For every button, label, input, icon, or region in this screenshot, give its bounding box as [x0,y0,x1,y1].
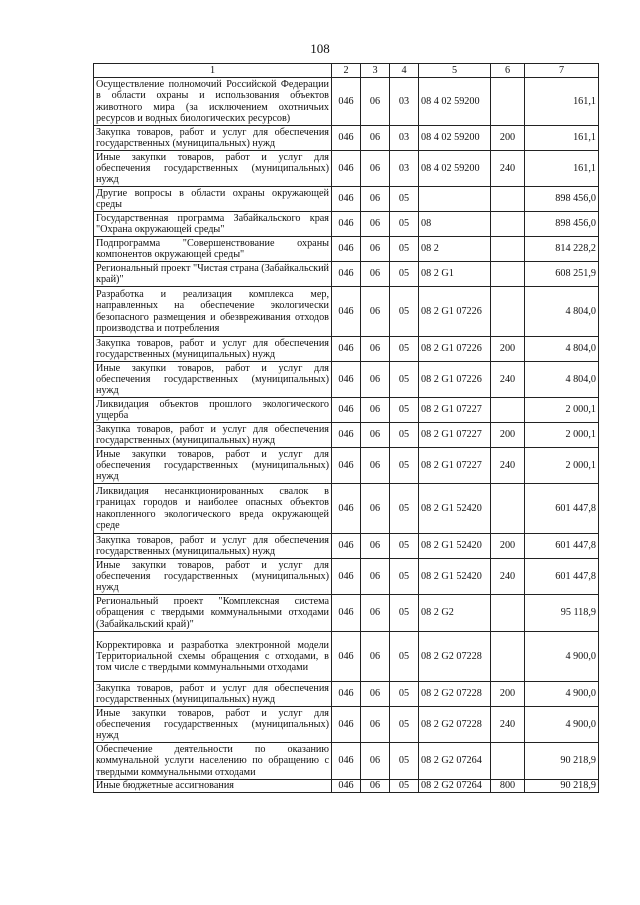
column-header-4: 4 [390,64,419,78]
row-description: Ликвидация несанкционированных свалок в границах городов и наиболее опасных объектов накопленного экологического вреда окружающей среде [94,484,332,534]
row-ministry-code: 046 [332,151,361,187]
table-row [94,78,599,126]
row-target-article: 08 2 G2 07264 [419,780,491,793]
row-ministry-code: 046 [332,287,361,337]
table-row [94,484,599,534]
row-target-article: 08 2 G1 07227 [419,398,491,423]
row-ministry-code: 046 [332,534,361,559]
table-row [94,707,599,743]
row-expense-type [491,632,525,682]
row-amount: 161,1 [525,126,599,151]
row-amount: 601 447,8 [525,484,599,534]
row-expense-type: 200 [491,682,525,707]
row-subsection-code: 05 [390,448,419,484]
row-amount: 4 900,0 [525,632,599,682]
row-section-code: 06 [361,212,390,237]
row-subsection-code: 05 [390,398,419,423]
row-target-article: 08 4 02 59200 [419,78,491,126]
row-subsection-code: 05 [390,362,419,398]
row-section-code: 06 [361,484,390,534]
column-header-2: 2 [332,64,361,78]
row-amount: 161,1 [525,78,599,126]
row-section-code: 06 [361,743,390,780]
row-target-article: 08 4 02 59200 [419,151,491,187]
row-target-article: 08 2 G1 [419,262,491,287]
row-section-code: 06 [361,78,390,126]
row-description: Иные закупки товаров, работ и услуг для обеспечения государственных (муниципальных) нужд [94,362,332,398]
row-amount: 814 228,2 [525,237,599,262]
row-description: Корректировка и разработка электронной модели Территориальной схемы обращения с отходами, в том числе с твердыми коммунальными отходами [94,632,332,682]
row-expense-type: 200 [491,126,525,151]
table-row [94,559,599,595]
row-subsection-code: 05 [390,337,419,362]
row-subsection-code: 05 [390,187,419,212]
row-subsection-code: 05 [390,287,419,337]
table-row [94,398,599,423]
row-target-article: 08 4 02 59200 [419,126,491,151]
row-section-code: 06 [361,423,390,448]
row-amount: 601 447,8 [525,534,599,559]
table-row [94,682,599,707]
row-ministry-code: 046 [332,337,361,362]
row-amount: 2 000,1 [525,448,599,484]
row-target-article: 08 2 G2 07264 [419,743,491,780]
row-description: Иные закупки товаров, работ и услуг для обеспечения государственных (муниципальных) нужд [94,448,332,484]
row-amount: 90 218,9 [525,780,599,793]
row-amount: 898 456,0 [525,187,599,212]
row-expense-type [491,78,525,126]
row-ministry-code: 046 [332,743,361,780]
row-description: Ликвидация объектов прошлого экологического ущерба [94,398,332,423]
row-ministry-code: 046 [332,595,361,632]
row-amount: 4 804,0 [525,287,599,337]
row-section-code: 06 [361,362,390,398]
table-header-row [94,64,599,78]
row-target-article: 08 2 G2 07228 [419,682,491,707]
row-target-article: 08 2 G1 52420 [419,484,491,534]
row-amount: 95 118,9 [525,595,599,632]
row-target-article: 08 2 G1 07227 [419,423,491,448]
column-header-3: 3 [361,64,390,78]
row-subsection-code: 05 [390,212,419,237]
row-target-article: 08 [419,212,491,237]
row-description: Закупка товаров, работ и услуг для обеспечения государственных (муниципальных) нужд [94,126,332,151]
page-number: 108 [310,41,330,56]
row-amount: 2 000,1 [525,423,599,448]
table-row [94,448,599,484]
row-subsection-code: 05 [390,595,419,632]
table-row [94,237,599,262]
row-target-article: 08 2 G1 07226 [419,287,491,337]
table-row [94,632,599,682]
row-section-code: 06 [361,448,390,484]
row-description: Осуществление полномочий Российской Федерации в области охраны и использования объектов животного мира (за исключением охотничьих ресурсов и водных биологических ресурсов) [94,78,332,126]
row-expense-type [491,262,525,287]
row-expense-type: 200 [491,337,525,362]
row-section-code: 06 [361,780,390,793]
row-expense-type [491,743,525,780]
column-header-6: 6 [491,64,525,78]
row-ministry-code: 046 [332,559,361,595]
row-subsection-code: 05 [390,484,419,534]
table-row [94,126,599,151]
row-amount: 898 456,0 [525,212,599,237]
row-section-code: 06 [361,126,390,151]
row-target-article: 08 2 G1 07226 [419,362,491,398]
row-expense-type: 200 [491,534,525,559]
row-description: Иные бюджетные ассигнования [94,780,332,793]
row-expense-type: 800 [491,780,525,793]
budget-table [93,63,599,793]
table-row [94,743,599,780]
row-section-code: 06 [361,287,390,337]
table-row [94,534,599,559]
row-ministry-code: 046 [332,484,361,534]
row-target-article: 08 2 G2 [419,595,491,632]
row-expense-type [491,237,525,262]
row-amount: 90 218,9 [525,743,599,780]
row-subsection-code: 05 [390,780,419,793]
row-ministry-code: 046 [332,212,361,237]
row-section-code: 06 [361,682,390,707]
row-description: Обеспечение деятельности по оказанию коммунальной услуги населению по обращению с твердыми коммунальными отходами [94,743,332,780]
row-target-article: 08 2 G2 07228 [419,707,491,743]
row-section-code: 06 [361,187,390,212]
row-section-code: 06 [361,559,390,595]
row-expense-type: 240 [491,151,525,187]
row-expense-type: 240 [491,362,525,398]
row-subsection-code: 05 [390,559,419,595]
row-ministry-code: 046 [332,237,361,262]
column-header-7: 7 [525,64,599,78]
row-ministry-code: 046 [332,262,361,287]
row-section-code: 06 [361,237,390,262]
row-ministry-code: 046 [332,423,361,448]
row-description: Закупка товаров, работ и услуг для обеспечения государственных (муниципальных) нужд [94,337,332,362]
row-subsection-code: 05 [390,237,419,262]
table-row [94,212,599,237]
row-expense-type [491,287,525,337]
row-subsection-code: 05 [390,423,419,448]
row-ministry-code: 046 [332,448,361,484]
row-ministry-code: 046 [332,362,361,398]
row-description: Подпрограмма "Совершенствование охраны компонентов окружающей среды" [94,237,332,262]
row-target-article: 08 2 G2 07228 [419,632,491,682]
row-ministry-code: 046 [332,187,361,212]
row-target-article: 08 2 [419,237,491,262]
row-subsection-code: 03 [390,126,419,151]
row-expense-type [491,187,525,212]
row-ministry-code: 046 [332,632,361,682]
row-target-article: 08 2 G1 07227 [419,448,491,484]
row-amount: 608 251,9 [525,262,599,287]
table-row [94,362,599,398]
row-subsection-code: 05 [390,743,419,780]
row-description: Другие вопросы в области охраны окружающей среды [94,187,332,212]
table-row [94,287,599,337]
row-expense-type: 240 [491,448,525,484]
table-row [94,262,599,287]
row-amount: 161,1 [525,151,599,187]
row-description: Закупка товаров, работ и услуг для обеспечения государственных (муниципальных) нужд [94,534,332,559]
row-subsection-code: 05 [390,632,419,682]
table-row [94,151,599,187]
row-ministry-code: 046 [332,398,361,423]
row-description: Закупка товаров, работ и услуг для обеспечения государственных (муниципальных) нужд [94,423,332,448]
row-amount: 2 000,1 [525,398,599,423]
row-section-code: 06 [361,337,390,362]
row-description: Закупка товаров, работ и услуг для обеспечения государственных (муниципальных) нужд [94,682,332,707]
row-description: Разработка и реализация комплекса мер, направленных на обеспечение экологически безопасного размещения и обезвреживания отходов производства и потребления [94,287,332,337]
row-amount: 4 900,0 [525,707,599,743]
row-ministry-code: 046 [332,780,361,793]
row-expense-type [491,484,525,534]
row-section-code: 06 [361,534,390,559]
row-description: Региональный проект "Чистая страна (Забайкальский край)" [94,262,332,287]
row-ministry-code: 046 [332,78,361,126]
table-row [94,337,599,362]
row-section-code: 06 [361,707,390,743]
row-amount: 4 804,0 [525,362,599,398]
row-amount: 4 900,0 [525,682,599,707]
row-target-article: 08 2 G1 52420 [419,534,491,559]
column-header-5: 5 [419,64,491,78]
row-description: Иные закупки товаров, работ и услуг для обеспечения государственных (муниципальных) нужд [94,151,332,187]
row-expense-type [491,398,525,423]
row-target-article [419,187,491,212]
row-expense-type: 240 [491,559,525,595]
table-row [94,595,599,632]
row-section-code: 06 [361,595,390,632]
row-ministry-code: 046 [332,707,361,743]
row-section-code: 06 [361,398,390,423]
row-amount: 4 804,0 [525,337,599,362]
row-section-code: 06 [361,262,390,287]
row-description: Иные закупки товаров, работ и услуг для обеспечения государственных (муниципальных) нужд [94,559,332,595]
row-ministry-code: 046 [332,126,361,151]
row-description: Государственная программа Забайкальского края "Охрана окружающей среды" [94,212,332,237]
row-target-article: 08 2 G1 52420 [419,559,491,595]
row-subsection-code: 05 [390,707,419,743]
row-amount: 601 447,8 [525,559,599,595]
row-subsection-code: 05 [390,682,419,707]
row-subsection-code: 05 [390,534,419,559]
row-expense-type: 200 [491,423,525,448]
table-row [94,423,599,448]
row-description: Региональный проект "Комплексная система обращения с твердыми коммунальными отходами (Забайкальский край)" [94,595,332,632]
table-row [94,187,599,212]
row-target-article: 08 2 G1 07226 [419,337,491,362]
row-expense-type: 240 [491,707,525,743]
row-expense-type [491,212,525,237]
table-row [94,780,599,793]
row-section-code: 06 [361,151,390,187]
row-ministry-code: 046 [332,682,361,707]
row-subsection-code: 03 [390,78,419,126]
row-subsection-code: 03 [390,151,419,187]
row-description: Иные закупки товаров, работ и услуг для обеспечения государственных (муниципальных) нужд [94,707,332,743]
column-header-1: 1 [94,64,332,78]
row-expense-type [491,595,525,632]
row-section-code: 06 [361,632,390,682]
row-subsection-code: 05 [390,262,419,287]
